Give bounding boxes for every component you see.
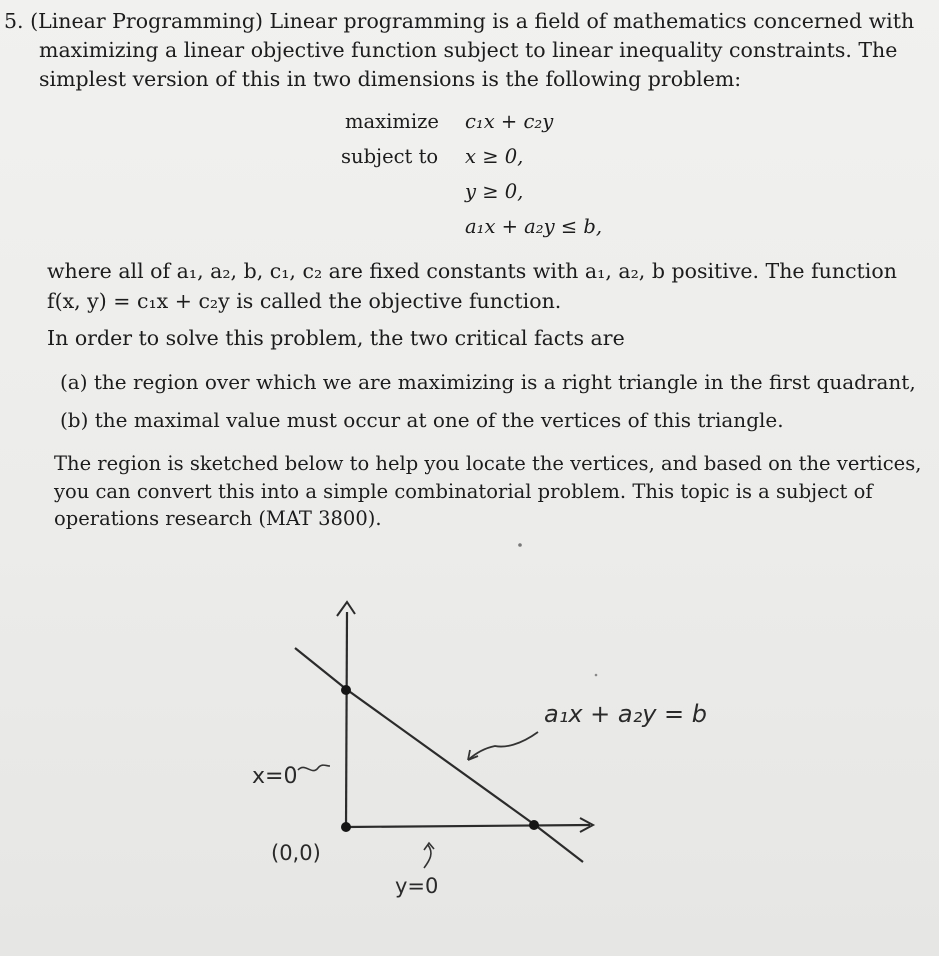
lp-maximize-label: maximize <box>345 110 439 133</box>
constraint-pointer-arrow <box>468 732 538 760</box>
vertex-y-intercept <box>341 685 351 695</box>
para3-line-1: The region is sketched below to help you locate the vertices, and based on the vertices, <box>54 452 922 475</box>
fact-b: (b) the maximal value must occur at one of the vertices of this triangle. <box>60 408 784 432</box>
para2-line-2: f(x, y) = c₁x + c₂y is called the objective function. <box>47 289 562 313</box>
yzero-pointer-arrow <box>424 843 434 868</box>
constraint-line-label: a₁x + a₂y = b <box>544 700 708 728</box>
constraint-line <box>295 648 583 862</box>
y-axis-line <box>346 612 347 830</box>
problem-line-3: simplest version of this in two dimensions is the following problem: <box>39 67 742 91</box>
para2-line-3: In order to solve this problem, the two critical facts are <box>47 326 625 350</box>
lp-constraint-y: y ≥ 0, <box>465 180 524 203</box>
lp-subject-label: subject to <box>341 145 439 168</box>
lp-constraint-sum: a₁x + a₂y ≤ b, <box>465 215 603 238</box>
stray-dot <box>595 674 598 677</box>
problem-line-2: maximizing a linear objective function subject to linear inequality constraints. The <box>39 38 898 62</box>
xzero-pointer-arrow <box>298 765 330 770</box>
origin-label: (0,0) <box>271 841 321 865</box>
stray-dot <box>518 543 522 547</box>
para3-line-2: you can convert this into a simple combinatorial problem. This topic is a subject of <box>54 480 873 503</box>
vertex-origin <box>341 822 351 832</box>
problem-text-1: (Linear Programming) Linear programming is a field of mathematics concerned with <box>30 9 915 33</box>
x-axis-line <box>346 825 590 827</box>
lp-constraint-x: x ≥ 0, <box>465 145 524 168</box>
para2-line-1: where all of a₁, a₂, b, c₁, c₂ are fixed constants with a₁, a₂, b positive. The function <box>47 259 897 283</box>
xzero-label: x=0 <box>252 764 298 789</box>
problem-number: 5. <box>4 9 24 33</box>
fact-a: (a) the region over which we are maximizing is a right triangle in the first quadrant, <box>60 370 916 394</box>
vertex-x-intercept <box>529 820 539 830</box>
para3-line-3: operations research (MAT 3800). <box>54 507 382 530</box>
lp-objective: c₁x + c₂y <box>465 110 554 133</box>
yzero-label: y=0 <box>395 874 439 898</box>
